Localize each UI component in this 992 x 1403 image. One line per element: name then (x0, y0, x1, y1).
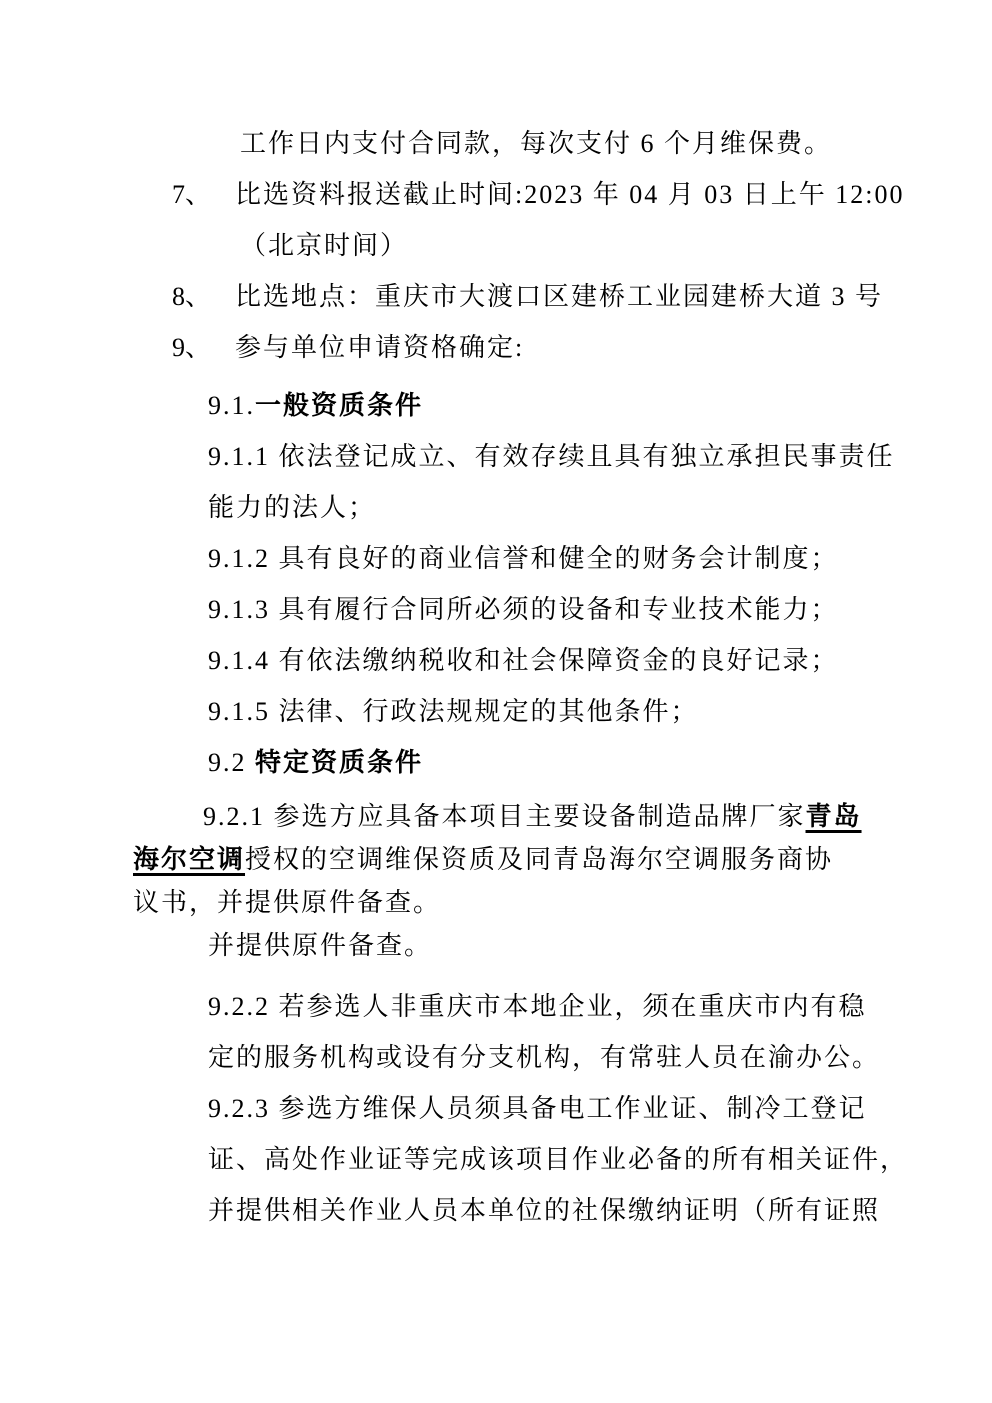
text-segment: 9.1.5 法律、行政法规规定的其他条件； (208, 697, 699, 726)
text-line (0, 431, 992, 482)
text-line (0, 686, 992, 737)
text-line (0, 881, 992, 924)
text-line (0, 533, 992, 584)
text-segment: 证、高处作业证等完成该项目作业必备的所有相关证件， (208, 1145, 909, 1174)
heading-text: 一般资质条件 (255, 391, 424, 420)
text-segment: 9.2.3 参选方维保人员须具备电工作业证、制冷工登记 (208, 1094, 867, 1123)
text-line (0, 1134, 992, 1185)
text-line (0, 1185, 992, 1236)
text-segment: 9.2 (208, 748, 255, 777)
text-line (0, 795, 992, 838)
text-line (0, 924, 992, 967)
text-segment: 能力的法人； (208, 493, 377, 522)
text-line (0, 118, 992, 169)
text-line (0, 1032, 992, 1083)
text-segment: 9.1.3 具有履行合同所必须的设备和专业技术能力； (208, 595, 839, 624)
text-segment: 9.1. (208, 391, 255, 420)
text-line (0, 1083, 992, 1134)
text-segment: 议书，并提供原件备查。 (133, 888, 442, 917)
text-segment: 定的服务机构或设有分支机构，有常驻人员在渝办公。 (208, 1043, 881, 1072)
text-segment: 比选资料报送截止时间:2023 年 04 月 03 日上午 12:00 (235, 180, 905, 209)
text-line (0, 981, 992, 1032)
text-segment: 授权的空调维保资质及同青岛海尔空调服务商协 (245, 845, 834, 874)
text-line (0, 380, 992, 431)
text-line (0, 169, 992, 220)
text-segment: 9.1.4 有依法缴纳税收和社会保障资金的良好记录； (208, 646, 839, 675)
brand-name-emphasis: 海尔空调 (133, 845, 246, 874)
text-segment: 工作日内支付合同款，每次支付 6 个月维保费。 (240, 129, 833, 158)
text-line (0, 838, 992, 881)
text-segment: 参与单位申请资格确定: (235, 333, 525, 362)
text-segment: 并提供原件备查。 (208, 931, 433, 960)
heading-text: 特定资质条件 (255, 748, 424, 777)
text-line (0, 482, 992, 533)
document-body (0, 118, 992, 1236)
text-line (0, 635, 992, 686)
list-item-marker: 9、 (172, 333, 212, 362)
text-line (0, 220, 992, 271)
text-line (0, 737, 992, 788)
text-line (0, 322, 992, 373)
list-item-marker: 8、 (172, 282, 212, 311)
text-segment: 9.1.2 具有良好的商业信誉和健全的财务会计制度； (208, 544, 839, 573)
text-line (0, 584, 992, 635)
text-line (0, 271, 992, 322)
brand-name-emphasis: 青岛 (805, 802, 862, 831)
text-segment: 并提供相关作业人员本单位的社保缴纳证明（所有证照 (208, 1196, 881, 1225)
text-segment: （北京时间） (240, 231, 409, 260)
text-segment: 9.2.1 参选方应具备本项目主要设备制造品牌厂家 (203, 802, 806, 831)
list-item-marker: 7、 (172, 180, 212, 209)
text-segment: 9.2.2 若参选人非重庆市本地企业，须在重庆市内有稳 (208, 992, 867, 1021)
text-segment: 9.1.1 依法登记成立、有效存续且具有独立承担民事责任 (208, 442, 895, 471)
text-segment: 比选地点：重庆市大渡口区建桥工业园建桥大道 3 号 (235, 282, 884, 311)
